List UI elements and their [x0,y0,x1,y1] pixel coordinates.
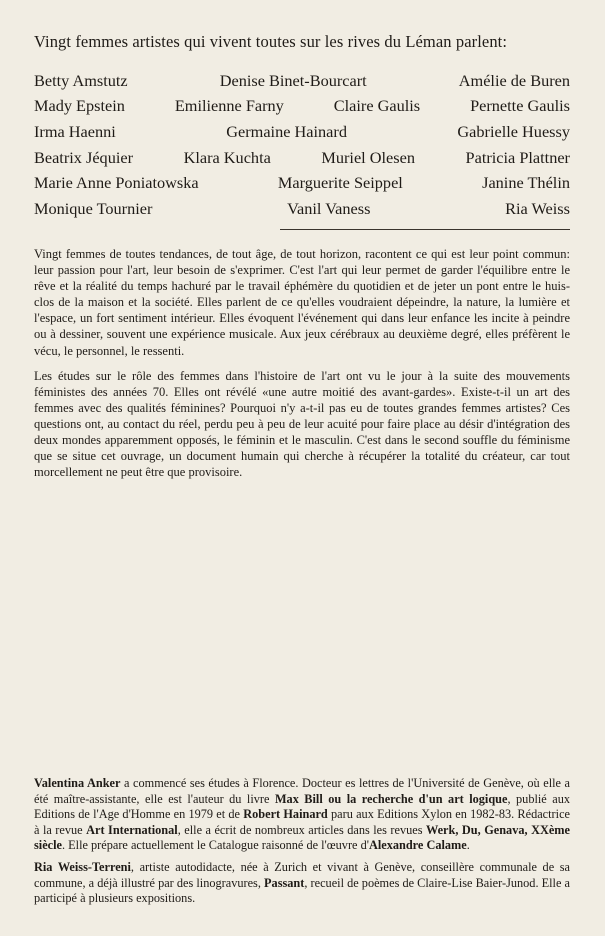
artist-row [34,119,570,145]
bio-weiss-book: Passant [264,875,305,890]
bio-anker-text: . Elle prépare actuellement le Catalogue raisonné de l'œuvre d' [62,838,369,853]
bio-anker-book: Max Bill ou la recherche d'un art logique [274,791,508,806]
bio-anker-review: Werk, Du, Genava, XXème siècle [34,822,570,853]
artist-name: Beatrix Jéquier [34,147,134,167]
bio-anker-book: Robert Hainard [243,807,328,822]
artist-row [34,68,570,94]
artist-row [34,196,570,222]
bio-anker-review: Art International [86,822,178,837]
artist-name: Emilienne Farny [174,96,284,116]
bio-weiss-text: , recueil de poèmes de Claire-Lise Baier-Junod. Elle a participé à plusieurs expositions. [34,875,570,906]
artist-row [34,94,570,120]
artist-name: Monique Tournier [34,198,153,218]
bio-weiss-text: , artiste autodidacte, née à Zurich et vivant à Genève, conseillère communale de sa commune, a déjà illustré par des linogravures, [34,859,570,890]
artist-name: Muriel Olesen [321,147,415,167]
artist-name: Marie Anne Poniatowska [34,173,199,193]
artist-name: Mady Epstein [34,96,125,116]
artist-name: Gabrielle Huessy [457,121,570,141]
artist-name: Amélie de Buren [458,70,570,90]
bio-anker-artist: Alexandre Calame [368,838,467,853]
artist-name: Marguerite Seippel [277,173,403,193]
bio-anker-name: Valentina Anker [34,776,121,790]
artist-row [34,145,570,171]
description-paragraph-2: Les études sur le rôle des femmes dans l'histoire de l'art ont vu le jour à la suite des mouvements féministes des années 70. Elles ont révélé «une autre moitié des avant-gardes». Existe-t-il un art des femmes avec des qualités féminines? Pourquoi n'y a-t-il pas eu de toutes grandes femmes artistes? Ces questions ont, au contact du réel, perdu peu à peu de leur acuité pour faire place au désir d'intégration des deux mondes apparemment opposés, le féminin et le masculin. C'est dans le second souffle du féminisme que se situe cet ouvrage, un document humain qui cherche à récupérer la totalité du créateur, car tout morcellement ne peut être que provisoire. [34,368,570,480]
intro-line: Vingt femmes artistes qui vivent toutes sur les rives du Léman parlent: [34,32,508,51]
artist-name: Claire Gaulis [333,96,421,116]
artist-name: Janine Thélin [482,173,570,193]
artist-name: Denise Binet-Bourcart [219,70,367,90]
bio-anker-text: paru aux Editions Xylon en 1982-83. Rédactrice à la revue [34,807,570,837]
description [34,246,570,489]
bio-anker-text: a commencé ses études à Florence. Docteur es lettres de l'Université de Genève, où elle a été maître-assistante, elle est l'auteur du livre [34,776,571,806]
artist-name: Pernette Gaulis [470,96,570,116]
description-paragraph-1: Vingt femmes de toutes tendances, de tout âge, de tout horizon, racontent ce qui est leur point commun: leur passion pour l'art, leur besoin de s'exprimer. C'est l'art qui leur permet de garder l'équilibre entre le rêve et la réalité du temps hachuré par le travail éphémère du quotidien et de jeter un pont entre le huis-clos de la maison et la société. Elles parlent de ce qu'elles voudraient dépeindre, la nature, la lumière et l'espace, un fort sentiment intérieur. Elles évoquent l'événement qui dans leur enfance les incite à peindre ou à dessiner, souvent une expérience musicale. Aux jeux cérébraux au deuxième degré, elles préfèrent le vécu, le personnel, le ressenti. [34,247,570,358]
artist-name: Irma Haenni [34,121,116,141]
artist-name: Ria Weiss [505,198,570,218]
artist-name: Vanil Vaness [287,198,371,218]
author-bios [34,776,570,913]
artist-name: Betty Amstutz [34,70,128,90]
bio-weiss [34,860,570,907]
artist-name: Klara Kuchta [183,147,271,167]
divider-rule [280,229,570,230]
bio-weiss-name: Ria Weiss-Terreni [34,859,131,874]
artist-row [34,170,570,196]
artist-name-list [34,68,570,222]
bio-anker-text: . [466,838,470,853]
bio-anker [34,776,570,854]
artist-name: Germaine Hainard [226,121,347,141]
bio-anker-text: , elle a écrit de nombreux articles dans les revues [177,822,426,837]
bio-anker-text: , publié aux Editions de l'Age d'Homme en 1979 et de [34,791,570,822]
artist-name: Patricia Plattner [465,147,570,167]
